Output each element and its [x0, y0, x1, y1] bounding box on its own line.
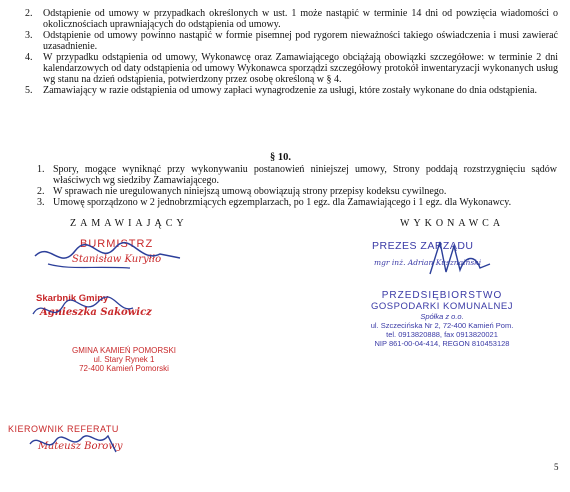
item-text: W sprawach nie uregulowanych niniejszą umową obowiązują strony przepisy kodeksu cywilnego.: [53, 186, 447, 197]
prezes-stamp-name: mgr inż. Adrian Kusznaiński: [374, 258, 482, 267]
skarbnik-signature: [28, 292, 138, 326]
clause-5: [25, 85, 558, 96]
section-10-title: § 10.: [270, 152, 291, 163]
item-number: 1.: [37, 164, 45, 175]
gmina-stamp-line2: ul. Stary Rynek 1: [93, 355, 155, 364]
company-stamp-line3: Spółka z o.o.: [420, 312, 464, 321]
company-stamp-line6: NIP 861-00-04-414, REGON 810453128: [374, 339, 510, 348]
section-10-item-2: [37, 186, 557, 197]
clause-number: 3.: [25, 30, 33, 41]
clause-text: W przypadku odstąpienia od umowy, Wykonawcę oraz Zamawiającego obciążają obowiązki szczegółowe: w terminie 2 dni kalendarzowych od daty odstąpienia od umowy Wykonawca sporządzi szczegółowy protokół inwentaryzacji wykonanych usług wg stanu na dzień odstąpienia, potwierdzony przez osobę określoną w § 4.: [43, 52, 558, 85]
clause-number: 4.: [25, 52, 33, 63]
clauses-list: [25, 8, 558, 96]
prezes-stamp-title: PREZES ZARZĄDU: [372, 240, 474, 252]
gmina-stamp: [64, 346, 184, 373]
section-10-item-3: [37, 197, 557, 208]
company-stamp-line4: ul. Szczecińska Nr 2, 72-400 Kamień Pom.: [370, 321, 514, 330]
company-stamp: [352, 290, 532, 348]
item-number: 3.: [37, 197, 45, 208]
item-text: Umowę sporządzono w 2 jednobrzmiących egzemplarzach, po 1 egz. dla Zamawiającego i 1 egz. dla Wykonawcy.: [53, 197, 512, 208]
company-stamp-line2: GOSPODARKI KOMUNALNEJ: [371, 301, 513, 312]
section-10-list: [37, 164, 557, 208]
burmistrz-signature: [30, 236, 190, 276]
page-number: 5: [554, 462, 559, 472]
clause-number: 2.: [25, 8, 33, 19]
prezes-signature: [420, 234, 500, 282]
section-10-item-1: [37, 164, 557, 186]
clause-text: Zamawiający w razie odstąpienia od umowy zapłaci wynagrodzenie za usługi, które zostały wykonane do dnia odstąpienia.: [43, 85, 537, 96]
clause-4: [25, 52, 558, 85]
party-heading-client: ZAMAWIAJĄCY: [70, 218, 188, 229]
kierownik-stamp-name: Mateusz Borowy: [38, 441, 123, 452]
clause-2: [25, 8, 558, 30]
skarbnik-stamp-title: Skarbnik Gminy: [36, 293, 109, 304]
kierownik-signature: [26, 426, 126, 460]
item-number: 2.: [37, 186, 45, 197]
kierownik-stamp-title: KIEROWNIK REFERATU: [8, 424, 119, 434]
company-stamp-line1: PRZEDSIĘBIORSTWO: [381, 290, 503, 301]
clause-text: Odstąpienie od umowy w przypadkach określonych w ust. 1 może nastąpić w terminie 14 dni od powzięcia wiadomości o okolicznościach uprawniających do odstąpienia od umowy.: [43, 8, 558, 30]
gmina-stamp-line3: 72-400 Kamień Pomorski: [79, 364, 169, 373]
clause-text: Odstąpienie od umowy powinno nastąpić w formie pisemnej pod rygorem nieważności takiego oświadczenia i musi zawierać uzasadnienie.: [43, 30, 558, 52]
item-text: Spory, mogące wyniknąć przy wykonywaniu postanowień niniejszej umowy, Strony poddają rozstrzygnięciu sądów właściwych wg siedziby Zamawiającego.: [53, 164, 557, 186]
company-stamp-line5: tel. 0913820888, fax 0913820021: [386, 330, 498, 339]
burmistrz-stamp-title: BURMISTRZ: [80, 238, 154, 250]
clause-number: 5.: [25, 85, 33, 96]
party-heading-contractor: WYKONAWCA: [400, 218, 505, 229]
clause-3: [25, 30, 558, 52]
burmistrz-stamp-name: Stanisław Kuryłło: [72, 254, 162, 265]
skarbnik-stamp-name: Agnieszka Sakowicz: [40, 307, 152, 318]
gmina-stamp-line1: GMINA KAMIEŃ POMORSKI: [71, 346, 176, 355]
